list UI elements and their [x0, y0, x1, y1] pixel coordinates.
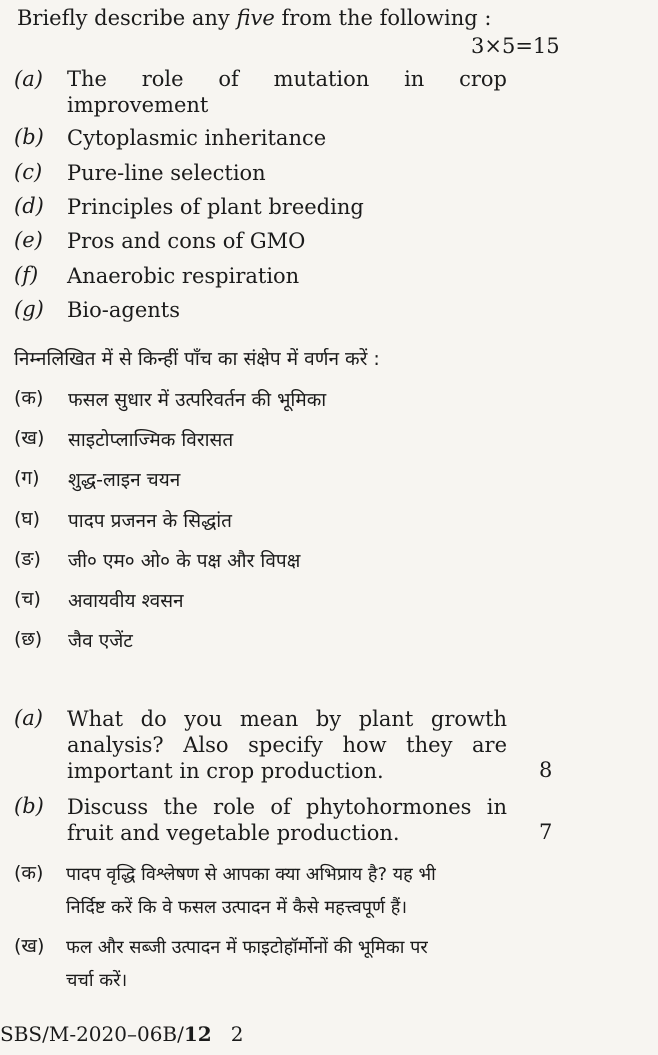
- item-label: (च): [14, 588, 41, 610]
- item-text: The role of mutation in crop improvement: [67, 67, 507, 117]
- item-label: (क): [14, 387, 44, 409]
- instruction-hi: निम्नलिखित में से किन्हीं पाँच का संक्षेप में वर्णन करें :: [14, 348, 380, 370]
- item-marks: 7: [539, 820, 553, 844]
- item-text: Bio-agents: [67, 298, 181, 322]
- page-footer: [0, 1022, 244, 1046]
- item-text: साइटोप्लाज्मिक विरासत: [68, 429, 234, 451]
- marks-total: 3×5=15: [471, 34, 560, 58]
- item-text-line: निर्दिष्ट करें कि वे फसल उत्पादन में कैसे महत्त्वपूर्ण हैं।: [66, 897, 408, 918]
- item-text-line: fruit and vegetable production.: [67, 821, 400, 845]
- item-text: Pros and cons of GMO: [67, 229, 306, 253]
- item-text-line: Discuss the role of phytohormones in: [67, 795, 507, 819]
- item-text: फसल सुधार में उत्परिवर्तन की भूमिका: [68, 389, 327, 411]
- instruction-en: Briefly describe any five from the following :: [17, 6, 492, 30]
- paper-code: SBS/M-2020–06B/: [0, 1022, 184, 1046]
- item-text-line: analysis? Also specify how they are: [67, 733, 507, 757]
- item-label: (g): [14, 297, 44, 321]
- item-label: (a): [14, 67, 43, 91]
- item-label: (ख): [14, 427, 45, 449]
- item-text: Pure-line selection: [67, 161, 266, 185]
- item-label: (d): [14, 194, 44, 218]
- item-label: (f): [14, 263, 39, 287]
- item-text: Cytoplasmic inheritance: [67, 126, 327, 150]
- page-number: 2: [230, 1022, 244, 1046]
- item-text-line: What do you mean by plant growth: [67, 707, 507, 731]
- item-label: (ग): [14, 467, 40, 489]
- item-label: (ङ): [14, 548, 41, 570]
- item-text: शुद्ध-लाइन चयन: [68, 469, 181, 491]
- item-label: (घ): [14, 508, 41, 530]
- item-text-line: फल और सब्जी उत्पादन में फाइटोहॉर्मोनों की भूमिका पर: [66, 937, 428, 958]
- item-label: (a): [14, 706, 43, 730]
- item-text: जी० एम० ओ० के पक्ष और विपक्ष: [68, 550, 301, 572]
- item-text-line: important in crop production.: [67, 759, 384, 783]
- item-text: अवायवीय श्वसन: [68, 590, 184, 612]
- item-text: Principles of plant breeding: [67, 195, 364, 219]
- item-label: (ख): [14, 935, 45, 957]
- item-label: (b): [14, 125, 44, 149]
- item-label: (क): [14, 862, 44, 884]
- paper-code-bold: 12: [183, 1022, 212, 1046]
- item-label: (c): [14, 160, 43, 184]
- item-text: पादप प्रजनन के सिद्धांत: [68, 510, 233, 532]
- item-text-line: पादप वृद्धि विश्लेषण से आपका क्या अभिप्राय है? यह भी: [66, 864, 436, 885]
- item-text: जैव एजेंट: [68, 630, 133, 652]
- item-marks: 8: [539, 758, 553, 782]
- item-label: (b): [14, 794, 44, 818]
- item-text: Anaerobic respiration: [67, 264, 300, 288]
- item-label: (e): [14, 228, 43, 252]
- item-label: (छ): [14, 628, 43, 650]
- item-text-line: चर्चा करें।: [66, 970, 128, 991]
